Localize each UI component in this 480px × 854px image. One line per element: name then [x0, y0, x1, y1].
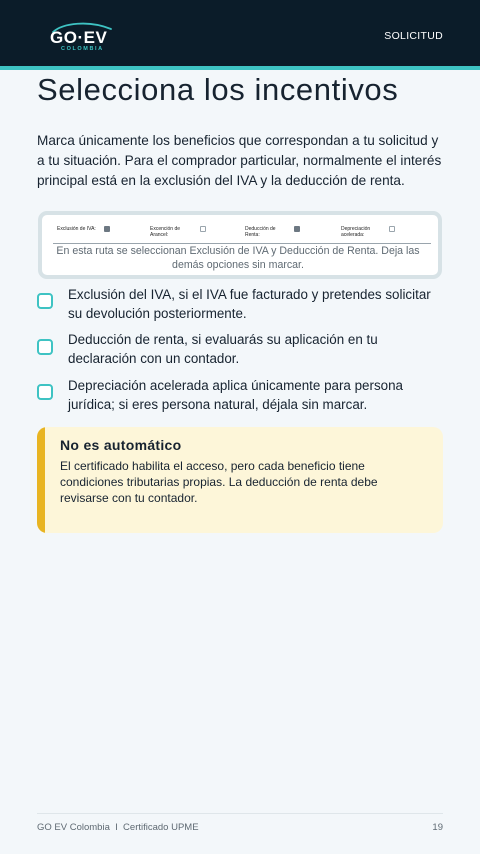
form-checkbox-arancel — [200, 226, 206, 232]
checkbox[interactable] — [37, 384, 53, 400]
form-checkbox-depreciacion — [389, 226, 395, 232]
checkbox[interactable] — [37, 339, 53, 355]
form-checkbox-renta — [294, 226, 300, 232]
form-checkbox-iva — [104, 226, 110, 232]
page-title: Selecciona los incentivos — [37, 72, 399, 107]
footer-text: GO EV Colombia I Certificado UPME — [37, 822, 199, 833]
page-number: 19 — [432, 822, 443, 833]
brand-logo-sub: COLOMBIA — [61, 46, 104, 52]
form-option-label: Excención de Arancel: — [150, 226, 181, 238]
checklist-text: Deducción de renta, si evaluarás su aplicación en tu declaración con un contador. — [68, 332, 378, 366]
callout-title: No es automático — [60, 437, 182, 453]
form-option-label: Deducción de Renta: — [245, 226, 276, 238]
checklist-text: Exclusión del IVA, si el IVA fue facturado y pretendes solicitar su devolución posteriormente. — [68, 287, 431, 321]
footer-divider — [37, 813, 443, 814]
checklist-text: Depreciación acelerada aplica únicamente para persona jurídica; si eres persona natural, déjala sin marcar. — [68, 378, 403, 412]
brand-logo: GO·EV — [50, 28, 108, 47]
warning-callout — [37, 427, 443, 533]
checkbox[interactable] — [37, 293, 53, 309]
form-option-arancel — [150, 226, 186, 238]
form-option-depreciacion — [341, 226, 381, 238]
form-options-row — [53, 224, 431, 244]
callout-accent-bar — [37, 427, 45, 533]
form-option-label: Exclusión de IVA: — [57, 226, 96, 232]
form-preview-card — [38, 211, 442, 279]
intro-paragraph: Marca únicamente los beneficios que correspondan a tu solicitud y a tu situación. Para el comprador particular, normalmente el interés principal está en la exclusión del IVA y la deducción de renta. — [37, 133, 442, 188]
header-accent-line — [0, 66, 480, 70]
callout-body: El certificado habilita el acceso, pero cada beneficio tiene condiciones tributarias propias. La deducción de renta debe revisarse con tu contador. — [60, 459, 378, 505]
form-option-label: Depreciación acelerada: — [341, 226, 371, 238]
form-option-iva — [57, 226, 96, 232]
top-bar — [0, 0, 480, 66]
section-label: SOLICITUD — [384, 30, 443, 42]
form-preview-note: En esta ruta se seleccionan Exclusión de IVA y Deducción de Renta. Deja las demás opciones sin marcar. — [56, 245, 420, 271]
form-option-renta — [245, 226, 277, 238]
